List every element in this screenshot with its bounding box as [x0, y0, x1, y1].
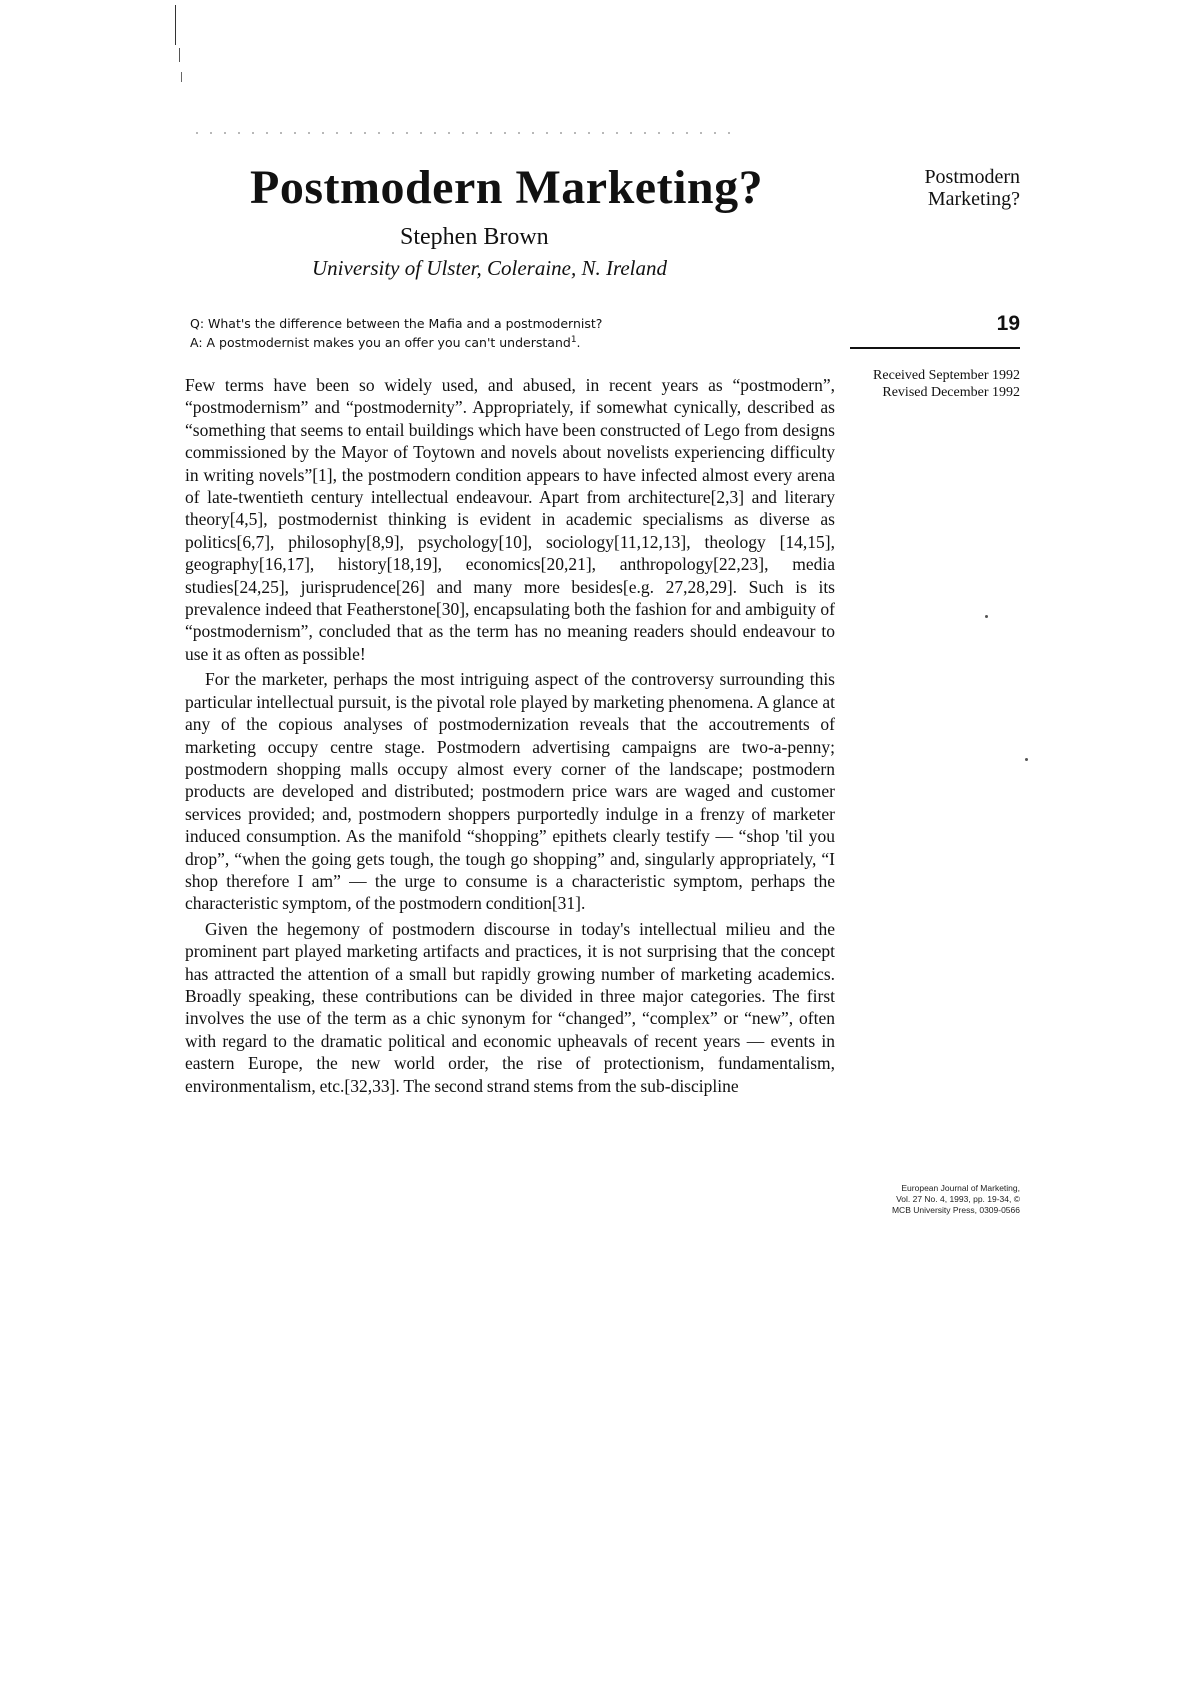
running-head-line1: Postmodern — [924, 166, 1020, 188]
author-affiliation: University of Ulster, Coleraine, N. Ireland — [312, 256, 668, 280]
running-head-line2: Marketing? — [927, 188, 1020, 210]
epigraph-answer-end: . — [576, 335, 581, 351]
received-dates — [835, 367, 1020, 401]
article-author: Stephen Brown — [400, 224, 549, 250]
body-paragraph: Few terms have been so widely used, and abused, in recent years as “postmodern”, “postmodernism” and “postmodernity”. Appropriately, if somewhat cynically, described as “something that seems to entail buildings which have been constructed of Lego from designs commissioned by the Mayor of Toytown and novels about novelists experiencing difficulty in writing novels”[1], the postmodern condition appears to have infected almost every arena of late-twentieth century intellectual endeavour. Apart from architecture[2,3] and literary theory[4,5], postmodernist thinking is evident in academic specialisms as diverse as politics[6,7], philosophy[8,9], psychology[10], sociology[11,12,13], theology [14,15], geography[16,17], history[18,19], economics[20,21], anthropology[22,23], media studies[24,25], jurisprudence[26] and many more besides[e.g. 27,28,29]. Such is its prevalence indeed that Featherstone[30], encapsulating both the fashion for and ambiguity of “postmodernism”, concluded that as the term has no meaning readers should endeavour to use it as often as possible! — [185, 375, 835, 664]
scan-speck — [985, 615, 988, 618]
received-date: Received September 1992 — [873, 368, 1020, 383]
footnote-marker: 1 — [570, 335, 577, 345]
body-paragraph: Given the hegemony of postmodern discourse in today's intellectual milieu and the prominent part played marketing artifacts and practices, it is not surprising that the concept has attracted the attention of a small but rapidly growing number of marketing academics. Broadly speaking, these contributions can be divided in three major categories. The first involves the use of the term as a chic synonym for “changed”, “complex” or “new”, often with regard to the dramatic political and economic upheavals of recent years — events in eastern Europe, the new world order, the rise of protectionism, fundamentalism, environmentalism, etc.[32,33]. The second strand stems from the sub-discipline — [185, 918, 835, 1096]
epigraph-answer-text: A: A postmodernist makes you an offer you can't understand — [190, 335, 571, 351]
journal-citation — [855, 1183, 1020, 1216]
epigraph-question: Q: What's the difference between the Mafia and a postmodernist? — [190, 316, 603, 331]
revised-date: Revised December 1992 — [882, 385, 1020, 400]
epigraph — [190, 315, 810, 351]
page-number: 19 — [996, 312, 1020, 335]
margin-rule — [850, 347, 1020, 349]
body-text — [185, 374, 835, 1097]
scan-artifact-dotted-line — [190, 132, 730, 134]
journal-line1: European Journal of Marketing, — [901, 1183, 1020, 1193]
journal-line3: MCB University Press, 0309-0566 — [891, 1205, 1020, 1215]
article-title: Postmodern Marketing? — [250, 161, 764, 214]
epigraph-answer — [190, 332, 810, 351]
running-head — [880, 166, 1020, 210]
scan-speck — [1025, 758, 1028, 761]
body-paragraph: For the marketer, perhaps the most intriguing aspect of the controversy surrounding this particular intellectual pursuit, is the pivotal role played by marketing phenomena. A glance at any of the copious analyses of postmodernization reveals that the accoutrements of marketing occupy centre stage. Postmodern advertising campaigns are two-a-penny; postmodern shopping malls occupy almost every corner of the landscape; postmodern products are developed and distributed; postmodern price wars are waged and customer services provided; and, postmodern shoppers purportedly indulge in a frenzy of marketer induced consumption. As the manifold “shopping” epithets clearly testify — “shop 'til you drop”, “when the going gets tough, the tough go shopping” and, singularly appropriately, “I shop therefore I am” — the urge to consume is a characteristic symptom, perhaps the characteristic symptom, of the postmodern condition[31]. — [185, 669, 835, 914]
journal-line2: Vol. 27 No. 4, 1993, pp. 19-34, © — [896, 1194, 1020, 1204]
scan-artifact-marks — [175, 0, 195, 90]
